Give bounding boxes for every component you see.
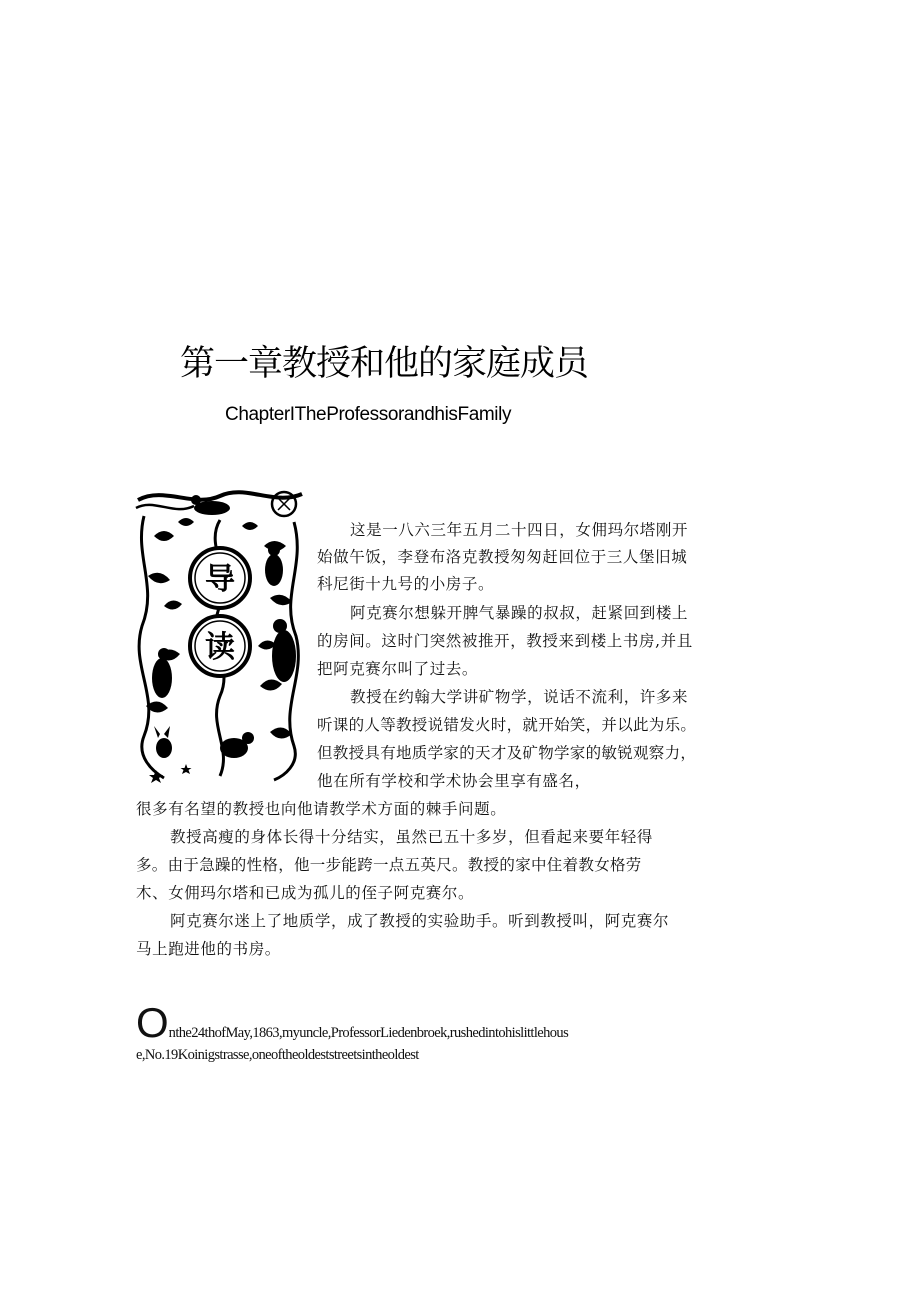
ornament-char-dao: 导: [205, 562, 235, 597]
ornament-char-du: 读: [205, 630, 235, 665]
intro-line: 他在所有学校和学术协会里享有盛名，: [317, 772, 591, 790]
chapter-title-en: ChapterITheProfessorandhisFamily: [225, 404, 512, 425]
intro-line: 这是一八六三年五月二十四日，女佣玛尔塔刚开: [350, 521, 689, 539]
drop-cap: O: [136, 999, 169, 1046]
intro-line: 听课的人等教授说错发火时，就开始笑，并以此为乐。: [317, 716, 697, 734]
intro-line: 始做午饭，李登布洛克教授匆匆赶回位于三人堡旧城: [317, 548, 688, 566]
intro-line: 但教授具有地质学家的天才及矿物学家的敏锐观察力，: [317, 744, 697, 762]
intro-line: 很多有名望的教授也向他请教学术方面的棘手问题。: [136, 800, 507, 818]
intro-line: 阿克赛尔迷上了地质学，成了教授的实验助手。听到教授叫，阿克赛尔: [170, 912, 670, 930]
daodu-ornament-icon: [134, 486, 306, 786]
intro-line: 教授高瘦的身体长得十分结实，虽然已五十多岁，但看起来要年轻得: [170, 828, 654, 846]
english-line-1: nthe24thofMay,1863,myuncle,ProfessorLiedenbroek,rushedintohislittlehous: [168, 1025, 569, 1041]
intro-line: 的房间。这时门突然被推开，教授来到楼上书房,并且: [317, 632, 693, 650]
chapter-title-cn: 第一章教授和他的家庭成员: [180, 344, 589, 384]
intro-line: 科尼街十九号的小房子。: [317, 575, 495, 593]
intro-line: 教授在约翰大学讲矿物学，说话不流利，许多来: [350, 688, 689, 706]
intro-line: 把阿克赛尔叫了过去。: [317, 660, 479, 678]
english-line-2: e,No.19Koinigstrasse,oneoftheoldeststreetsintheoldest: [136, 1047, 419, 1063]
intro-line: 多。由于急躁的性格，他一步能跨一点五英尺。教授的家中住着教女格劳: [136, 856, 642, 874]
intro-line: 马上跑进他的书房。: [136, 940, 281, 958]
intro-line: 木、女佣玛尔塔和已成为孤儿的侄子阿克赛尔。: [136, 884, 475, 902]
english-opening-text: [136, 999, 736, 1066]
intro-line: 阿克赛尔想躲开脾气暴躁的叔叔，赶紧回到楼上: [350, 604, 689, 622]
